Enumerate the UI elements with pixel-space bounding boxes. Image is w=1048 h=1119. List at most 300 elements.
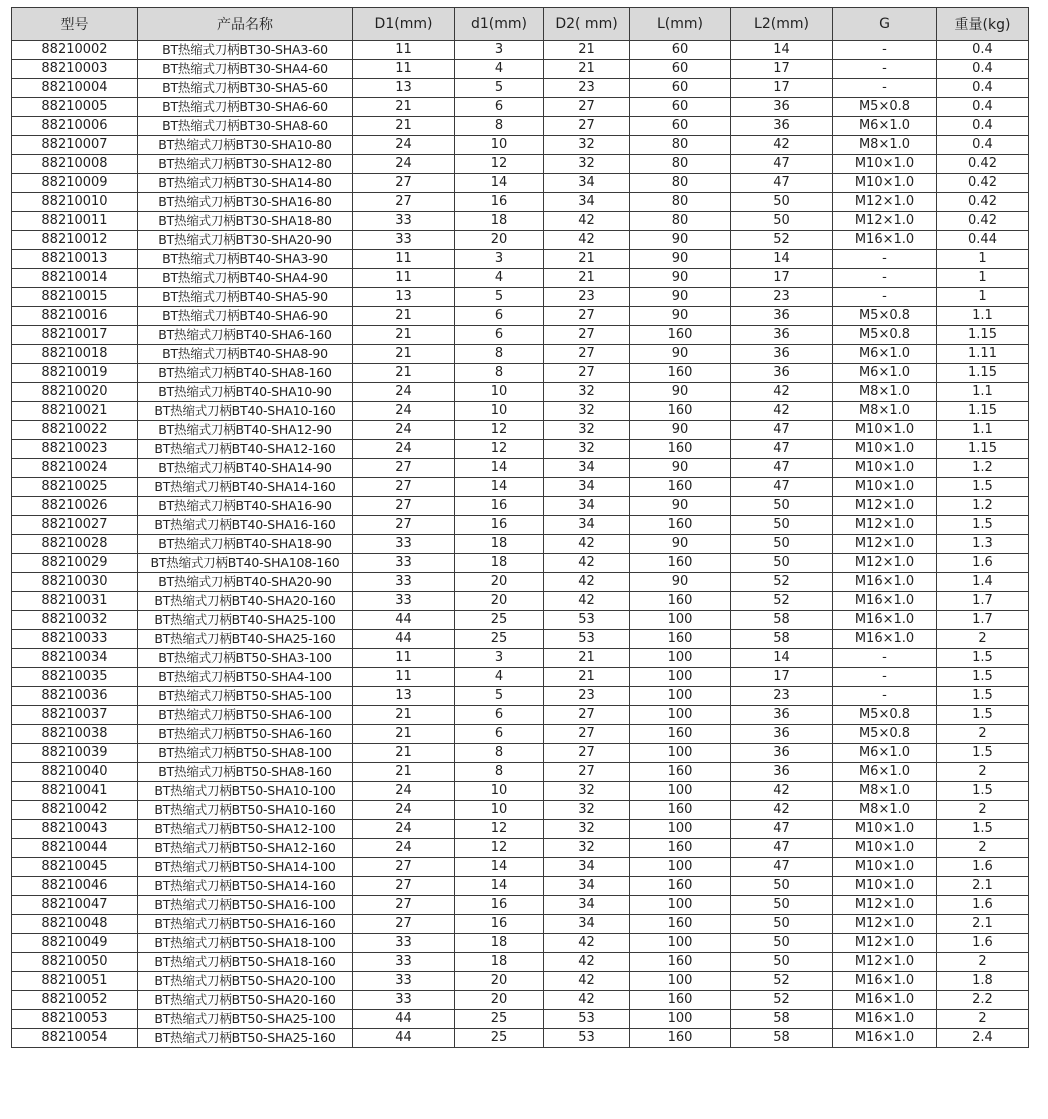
cell-model: 88210053: [12, 1010, 138, 1029]
cell-length2: 58: [731, 630, 833, 649]
cell-thread: M16×1.0: [833, 573, 937, 592]
cell-product-name: BT热缩式刀柄BT30-SHA5-60: [138, 79, 353, 98]
header-weight: 重量(kg): [937, 8, 1029, 41]
cell-d1-outer: 33: [353, 953, 455, 972]
cell-d1-inner: 8: [455, 744, 544, 763]
cell-weight: 1.7: [937, 592, 1029, 611]
cell-thread: M5×0.8: [833, 725, 937, 744]
cell-d1-inner: 8: [455, 763, 544, 782]
cell-thread: M16×1.0: [833, 1010, 937, 1029]
cell-d2: 27: [544, 744, 630, 763]
cell-d1-outer: 33: [353, 535, 455, 554]
cell-model: 88210003: [12, 60, 138, 79]
cell-d1-outer: 24: [353, 440, 455, 459]
cell-product-name: BT热缩式刀柄BT40-SHA6-160: [138, 326, 353, 345]
cell-d1-inner: 14: [455, 858, 544, 877]
table-row: [12, 60, 1029, 79]
cell-d2: 23: [544, 288, 630, 307]
cell-length: 80: [630, 174, 731, 193]
cell-d1-outer: 24: [353, 801, 455, 820]
cell-product-name: BT热缩式刀柄BT40-SHA16-90: [138, 497, 353, 516]
cell-d1-inner: 4: [455, 269, 544, 288]
cell-thread: M10×1.0: [833, 174, 937, 193]
cell-length: 100: [630, 706, 731, 725]
cell-model: 88210045: [12, 858, 138, 877]
cell-d2: 34: [544, 896, 630, 915]
cell-product-name: BT热缩式刀柄BT50-SHA20-160: [138, 991, 353, 1010]
cell-product-name: BT热缩式刀柄BT50-SHA4-100: [138, 668, 353, 687]
cell-d1-outer: 21: [353, 364, 455, 383]
header-length: L(mm): [630, 8, 731, 41]
cell-length2: 50: [731, 877, 833, 896]
cell-model: 88210040: [12, 763, 138, 782]
cell-thread: M6×1.0: [833, 117, 937, 136]
cell-weight: 1.3: [937, 535, 1029, 554]
cell-product-name: BT热缩式刀柄BT50-SHA18-160: [138, 953, 353, 972]
cell-d1-outer: 11: [353, 668, 455, 687]
cell-d2: 32: [544, 155, 630, 174]
cell-d1-inner: 14: [455, 459, 544, 478]
cell-d1-inner: 4: [455, 668, 544, 687]
cell-product-name: BT热缩式刀柄BT30-SHA14-80: [138, 174, 353, 193]
cell-product-name: BT热缩式刀柄BT40-SHA6-90: [138, 307, 353, 326]
cell-d2: 34: [544, 915, 630, 934]
cell-product-name: BT热缩式刀柄BT40-SHA10-90: [138, 383, 353, 402]
cell-thread: M8×1.0: [833, 801, 937, 820]
table-row: [12, 706, 1029, 725]
cell-d2: 21: [544, 668, 630, 687]
cell-d1-inner: 14: [455, 478, 544, 497]
cell-weight: 1.1: [937, 421, 1029, 440]
cell-length2: 42: [731, 782, 833, 801]
cell-length2: 47: [731, 440, 833, 459]
table-row: [12, 744, 1029, 763]
cell-weight: 0.42: [937, 212, 1029, 231]
cell-d1-outer: 27: [353, 877, 455, 896]
cell-d1-inner: 5: [455, 79, 544, 98]
cell-thread: M5×0.8: [833, 307, 937, 326]
cell-model: 88210042: [12, 801, 138, 820]
cell-length2: 47: [731, 858, 833, 877]
cell-thread: M10×1.0: [833, 858, 937, 877]
table-row: [12, 478, 1029, 497]
cell-product-name: BT热缩式刀柄BT30-SHA3-60: [138, 41, 353, 60]
cell-d2: 27: [544, 307, 630, 326]
cell-d1-outer: 24: [353, 155, 455, 174]
cell-model: 88210039: [12, 744, 138, 763]
cell-d1-inner: 25: [455, 630, 544, 649]
cell-model: 88210048: [12, 915, 138, 934]
cell-d1-outer: 21: [353, 345, 455, 364]
cell-d1-inner: 8: [455, 364, 544, 383]
table-row: [12, 516, 1029, 535]
cell-thread: M6×1.0: [833, 345, 937, 364]
cell-d2: 27: [544, 117, 630, 136]
cell-length2: 50: [731, 915, 833, 934]
cell-d2: 34: [544, 516, 630, 535]
cell-d1-inner: 20: [455, 231, 544, 250]
cell-thread: M16×1.0: [833, 991, 937, 1010]
cell-product-name: BT热缩式刀柄BT50-SHA18-100: [138, 934, 353, 953]
cell-d1-outer: 21: [353, 307, 455, 326]
cell-thread: M6×1.0: [833, 744, 937, 763]
cell-d1-outer: 13: [353, 687, 455, 706]
cell-length: 160: [630, 915, 731, 934]
cell-d2: 53: [544, 1010, 630, 1029]
cell-model: 88210034: [12, 649, 138, 668]
cell-model: 88210030: [12, 573, 138, 592]
cell-weight: 1: [937, 250, 1029, 269]
cell-length: 160: [630, 440, 731, 459]
cell-d1-outer: 21: [353, 706, 455, 725]
cell-model: 88210006: [12, 117, 138, 136]
cell-length: 90: [630, 307, 731, 326]
cell-d1-outer: 24: [353, 402, 455, 421]
cell-product-name: BT热缩式刀柄BT50-SHA25-100: [138, 1010, 353, 1029]
table-body: [12, 41, 1029, 1048]
cell-length: 100: [630, 782, 731, 801]
cell-model: 88210054: [12, 1029, 138, 1048]
cell-model: 88210020: [12, 383, 138, 402]
cell-model: 88210013: [12, 250, 138, 269]
cell-thread: M12×1.0: [833, 193, 937, 212]
cell-d1-outer: 24: [353, 782, 455, 801]
cell-d2: 34: [544, 858, 630, 877]
cell-model: 88210050: [12, 953, 138, 972]
cell-thread: M5×0.8: [833, 326, 937, 345]
cell-d1-inner: 6: [455, 98, 544, 117]
cell-weight: 1.15: [937, 402, 1029, 421]
cell-weight: 0.4: [937, 117, 1029, 136]
table-row: [12, 250, 1029, 269]
cell-length2: 47: [731, 174, 833, 193]
cell-thread: -: [833, 79, 937, 98]
cell-d2: 34: [544, 478, 630, 497]
cell-thread: M12×1.0: [833, 212, 937, 231]
cell-thread: M12×1.0: [833, 915, 937, 934]
table-row: [12, 592, 1029, 611]
cell-weight: 2: [937, 1010, 1029, 1029]
cell-model: 88210049: [12, 934, 138, 953]
header-d1-outer: D1(mm): [353, 8, 455, 41]
cell-d1-outer: 24: [353, 839, 455, 858]
cell-product-name: BT热缩式刀柄BT50-SHA5-100: [138, 687, 353, 706]
table-row: [12, 801, 1029, 820]
cell-d1-outer: 33: [353, 554, 455, 573]
table-row: [12, 934, 1029, 953]
cell-product-name: BT热缩式刀柄BT50-SHA20-100: [138, 972, 353, 991]
cell-d2: 42: [544, 554, 630, 573]
cell-length: 160: [630, 630, 731, 649]
cell-product-name: BT热缩式刀柄BT40-SHA12-160: [138, 440, 353, 459]
cell-thread: M16×1.0: [833, 1029, 937, 1048]
cell-model: 88210022: [12, 421, 138, 440]
header-row: [12, 8, 1029, 41]
cell-length2: 42: [731, 402, 833, 421]
cell-length: 90: [630, 459, 731, 478]
cell-d1-inner: 14: [455, 877, 544, 896]
cell-model: 88210018: [12, 345, 138, 364]
cell-weight: 1.5: [937, 668, 1029, 687]
cell-d2: 53: [544, 611, 630, 630]
table-row: [12, 212, 1029, 231]
table-row: [12, 687, 1029, 706]
cell-length2: 17: [731, 79, 833, 98]
cell-length2: 36: [731, 345, 833, 364]
cell-d1-inner: 10: [455, 136, 544, 155]
cell-length: 100: [630, 687, 731, 706]
cell-d1-outer: 27: [353, 858, 455, 877]
cell-weight: 1.4: [937, 573, 1029, 592]
cell-length2: 58: [731, 1010, 833, 1029]
cell-model: 88210004: [12, 79, 138, 98]
cell-thread: M10×1.0: [833, 478, 937, 497]
cell-d2: 32: [544, 440, 630, 459]
cell-product-name: BT热缩式刀柄BT50-SHA16-160: [138, 915, 353, 934]
cell-length2: 17: [731, 668, 833, 687]
cell-d1-outer: 33: [353, 934, 455, 953]
cell-thread: M12×1.0: [833, 896, 937, 915]
cell-length2: 36: [731, 326, 833, 345]
cell-thread: -: [833, 60, 937, 79]
table-row: [12, 136, 1029, 155]
cell-thread: M8×1.0: [833, 782, 937, 801]
table-row: [12, 364, 1029, 383]
cell-d1-inner: 3: [455, 250, 544, 269]
cell-d2: 23: [544, 687, 630, 706]
cell-length: 160: [630, 478, 731, 497]
cell-weight: 1.5: [937, 516, 1029, 535]
cell-d2: 21: [544, 41, 630, 60]
table-row: [12, 98, 1029, 117]
cell-model: 88210021: [12, 402, 138, 421]
cell-length: 160: [630, 877, 731, 896]
cell-product-name: BT热缩式刀柄BT30-SHA10-80: [138, 136, 353, 155]
cell-length: 100: [630, 1010, 731, 1029]
cell-product-name: BT热缩式刀柄BT40-SHA25-100: [138, 611, 353, 630]
cell-length: 100: [630, 668, 731, 687]
cell-d1-outer: 24: [353, 383, 455, 402]
cell-weight: 1.5: [937, 687, 1029, 706]
cell-d2: 42: [544, 212, 630, 231]
spec-table: [11, 7, 1029, 1048]
cell-weight: 1.6: [937, 896, 1029, 915]
cell-weight: 0.4: [937, 41, 1029, 60]
cell-weight: 0.44: [937, 231, 1029, 250]
cell-length: 160: [630, 516, 731, 535]
cell-thread: M16×1.0: [833, 611, 937, 630]
cell-d1-outer: 21: [353, 725, 455, 744]
cell-product-name: BT热缩式刀柄BT50-SHA25-160: [138, 1029, 353, 1048]
cell-d2: 32: [544, 383, 630, 402]
table-row: [12, 497, 1029, 516]
cell-thread: M12×1.0: [833, 934, 937, 953]
cell-weight: 2: [937, 839, 1029, 858]
table-row: [12, 117, 1029, 136]
table-row: [12, 991, 1029, 1010]
cell-product-name: BT热缩式刀柄BT40-SHA3-90: [138, 250, 353, 269]
cell-thread: -: [833, 668, 937, 687]
cell-length: 80: [630, 136, 731, 155]
cell-d1-inner: 3: [455, 41, 544, 60]
cell-length2: 14: [731, 649, 833, 668]
cell-length: 160: [630, 801, 731, 820]
table-row: [12, 725, 1029, 744]
cell-model: 88210016: [12, 307, 138, 326]
cell-length: 90: [630, 345, 731, 364]
table-row: [12, 79, 1029, 98]
table-row: [12, 896, 1029, 915]
cell-d1-inner: 20: [455, 991, 544, 1010]
cell-d1-outer: 27: [353, 478, 455, 497]
cell-product-name: BT热缩式刀柄BT40-SHA12-90: [138, 421, 353, 440]
cell-product-name: BT热缩式刀柄BT40-SHA5-90: [138, 288, 353, 307]
cell-d1-outer: 24: [353, 421, 455, 440]
cell-d2: 27: [544, 364, 630, 383]
cell-d1-outer: 27: [353, 516, 455, 535]
cell-d1-outer: 33: [353, 991, 455, 1010]
table-row: [12, 41, 1029, 60]
cell-thread: M10×1.0: [833, 440, 937, 459]
cell-length: 90: [630, 231, 731, 250]
cell-product-name: BT热缩式刀柄BT40-SHA8-160: [138, 364, 353, 383]
cell-product-name: BT热缩式刀柄BT50-SHA6-100: [138, 706, 353, 725]
cell-weight: 0.4: [937, 60, 1029, 79]
cell-d1-outer: 44: [353, 630, 455, 649]
cell-d2: 27: [544, 725, 630, 744]
cell-length2: 47: [731, 478, 833, 497]
cell-length: 160: [630, 991, 731, 1010]
cell-length2: 17: [731, 269, 833, 288]
cell-weight: 2.1: [937, 915, 1029, 934]
cell-d1-outer: 11: [353, 250, 455, 269]
header-d2: D2( mm): [544, 8, 630, 41]
cell-d1-inner: 8: [455, 117, 544, 136]
cell-weight: 2: [937, 630, 1029, 649]
cell-model: 88210007: [12, 136, 138, 155]
cell-length2: 47: [731, 459, 833, 478]
cell-d1-inner: 18: [455, 554, 544, 573]
cell-weight: 1: [937, 288, 1029, 307]
cell-length2: 50: [731, 535, 833, 554]
cell-length2: 36: [731, 364, 833, 383]
cell-d1-inner: 18: [455, 212, 544, 231]
cell-length2: 52: [731, 573, 833, 592]
cell-thread: M12×1.0: [833, 953, 937, 972]
table-row: [12, 307, 1029, 326]
table-row: [12, 915, 1029, 934]
cell-thread: M16×1.0: [833, 972, 937, 991]
cell-weight: 1.11: [937, 345, 1029, 364]
cell-d1-outer: 27: [353, 459, 455, 478]
cell-thread: -: [833, 649, 937, 668]
cell-length2: 42: [731, 801, 833, 820]
cell-d1-outer: 33: [353, 231, 455, 250]
cell-length2: 58: [731, 611, 833, 630]
cell-d1-outer: 33: [353, 573, 455, 592]
cell-product-name: BT热缩式刀柄BT40-SHA108-160: [138, 554, 353, 573]
table-row: [12, 288, 1029, 307]
cell-model: 88210033: [12, 630, 138, 649]
cell-product-name: BT热缩式刀柄BT40-SHA14-90: [138, 459, 353, 478]
cell-length: 100: [630, 820, 731, 839]
cell-length2: 50: [731, 193, 833, 212]
cell-length2: 36: [731, 744, 833, 763]
cell-d1-inner: 16: [455, 193, 544, 212]
cell-product-name: BT热缩式刀柄BT30-SHA4-60: [138, 60, 353, 79]
table-row: [12, 972, 1029, 991]
cell-thread: -: [833, 288, 937, 307]
cell-d1-outer: 33: [353, 972, 455, 991]
cell-thread: M8×1.0: [833, 402, 937, 421]
cell-d1-inner: 18: [455, 953, 544, 972]
cell-weight: 1.2: [937, 459, 1029, 478]
cell-d2: 42: [544, 972, 630, 991]
cell-length: 160: [630, 839, 731, 858]
cell-d1-outer: 44: [353, 611, 455, 630]
cell-d1-inner: 12: [455, 820, 544, 839]
table-row: [12, 649, 1029, 668]
cell-length: 90: [630, 383, 731, 402]
cell-length2: 36: [731, 763, 833, 782]
cell-d2: 34: [544, 877, 630, 896]
table-row: [12, 877, 1029, 896]
cell-d1-outer: 13: [353, 288, 455, 307]
cell-model: 88210036: [12, 687, 138, 706]
cell-d1-inner: 12: [455, 440, 544, 459]
cell-weight: 1.6: [937, 934, 1029, 953]
cell-product-name: BT热缩式刀柄BT40-SHA20-160: [138, 592, 353, 611]
cell-model: 88210038: [12, 725, 138, 744]
cell-model: 88210024: [12, 459, 138, 478]
cell-product-name: BT热缩式刀柄BT40-SHA14-160: [138, 478, 353, 497]
table-row: [12, 573, 1029, 592]
cell-model: 88210012: [12, 231, 138, 250]
cell-length2: 36: [731, 117, 833, 136]
cell-length: 160: [630, 1029, 731, 1048]
cell-d2: 34: [544, 174, 630, 193]
cell-d2: 42: [544, 231, 630, 250]
table-row: [12, 345, 1029, 364]
cell-d1-inner: 25: [455, 1029, 544, 1048]
table-row: [12, 820, 1029, 839]
cell-length2: 50: [731, 896, 833, 915]
cell-length: 90: [630, 250, 731, 269]
cell-d1-inner: 16: [455, 896, 544, 915]
cell-weight: 1.5: [937, 782, 1029, 801]
cell-d1-outer: 11: [353, 269, 455, 288]
cell-model: 88210047: [12, 896, 138, 915]
cell-thread: -: [833, 269, 937, 288]
cell-d1-outer: 33: [353, 592, 455, 611]
table-row: [12, 782, 1029, 801]
cell-model: 88210031: [12, 592, 138, 611]
cell-d2: 27: [544, 345, 630, 364]
cell-d2: 42: [544, 535, 630, 554]
cell-thread: M6×1.0: [833, 763, 937, 782]
cell-d2: 23: [544, 79, 630, 98]
cell-length2: 50: [731, 516, 833, 535]
cell-product-name: BT热缩式刀柄BT50-SHA14-100: [138, 858, 353, 877]
cell-length2: 23: [731, 288, 833, 307]
header-length2: L2(mm): [731, 8, 833, 41]
cell-length2: 36: [731, 725, 833, 744]
cell-d1-inner: 4: [455, 60, 544, 79]
table-row: [12, 839, 1029, 858]
cell-d1-inner: 16: [455, 915, 544, 934]
table-row: [12, 402, 1029, 421]
cell-model: 88210025: [12, 478, 138, 497]
